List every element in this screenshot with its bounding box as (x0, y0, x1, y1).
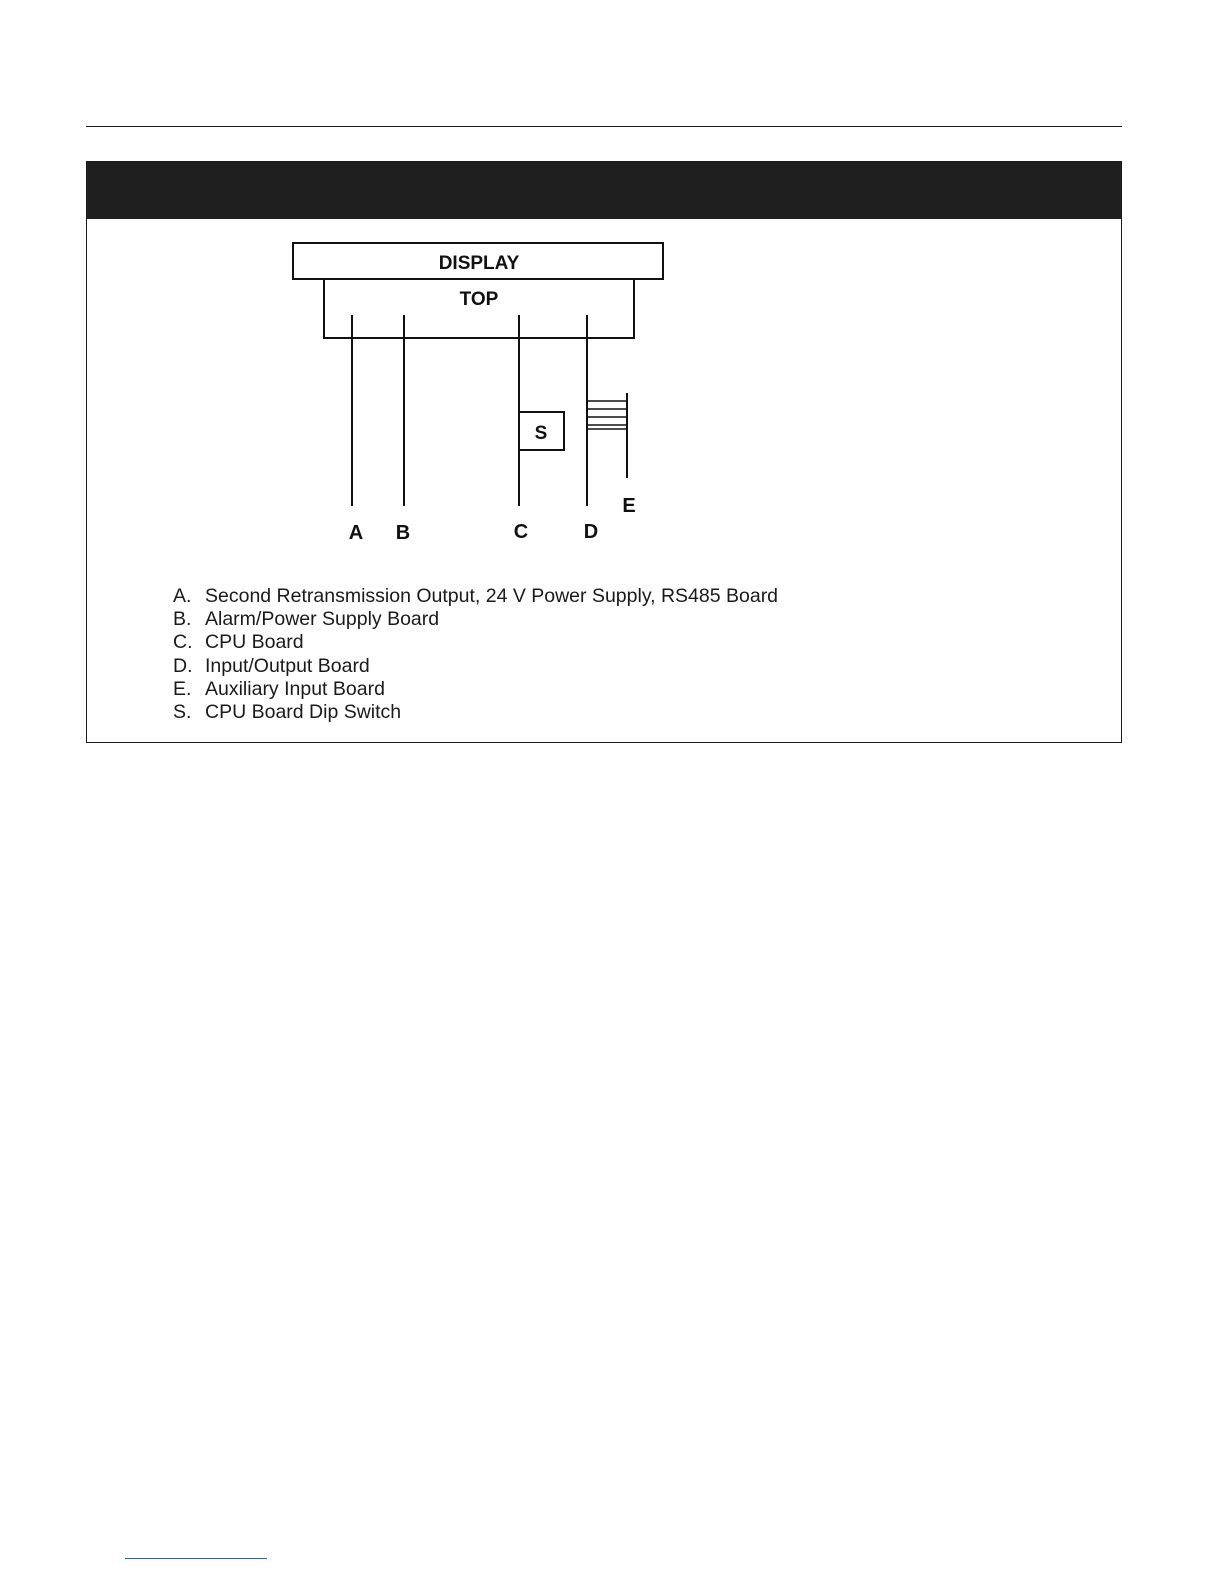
dip-switch-label: S (534, 423, 548, 444)
legend-key: D. (173, 654, 193, 677)
legend-key: B. (173, 608, 192, 631)
legend-key: A. (173, 585, 192, 607)
legend-text: Second Retransmission Output, 24 V Power Supply, RS485 Board (205, 585, 779, 607)
legend-item (173, 678, 778, 701)
legend-text: Alarm/Power Supply Board (205, 608, 440, 631)
legend-key: S. (173, 701, 192, 724)
board-d-label: D (583, 521, 599, 543)
top-rule (86, 126, 1122, 127)
board-e-connectors (587, 401, 627, 429)
legend-item (173, 655, 778, 678)
legend-item (173, 631, 778, 654)
legend-key: E. (173, 677, 192, 700)
legend-item (173, 701, 778, 724)
legend-list (173, 585, 778, 724)
legend-text: CPU Board (205, 631, 304, 654)
footer-link-rule[interactable] (125, 1558, 267, 1559)
legend-text: Input/Output Board (205, 654, 370, 677)
board-a-label: A (348, 522, 364, 544)
board-c-label: C (513, 521, 529, 543)
legend-key: C. (173, 631, 193, 654)
legend-text: CPU Board Dip Switch (205, 701, 402, 724)
board-e-label: E (622, 495, 636, 517)
legend-text: Auxiliary Input Board (205, 677, 385, 700)
legend-item (173, 585, 778, 608)
top-label: TOP (459, 289, 499, 310)
display-label: DISPLAY (438, 253, 520, 274)
legend-item (173, 608, 778, 631)
figure-frame (86, 161, 1122, 743)
board-b-label: B (395, 522, 411, 544)
